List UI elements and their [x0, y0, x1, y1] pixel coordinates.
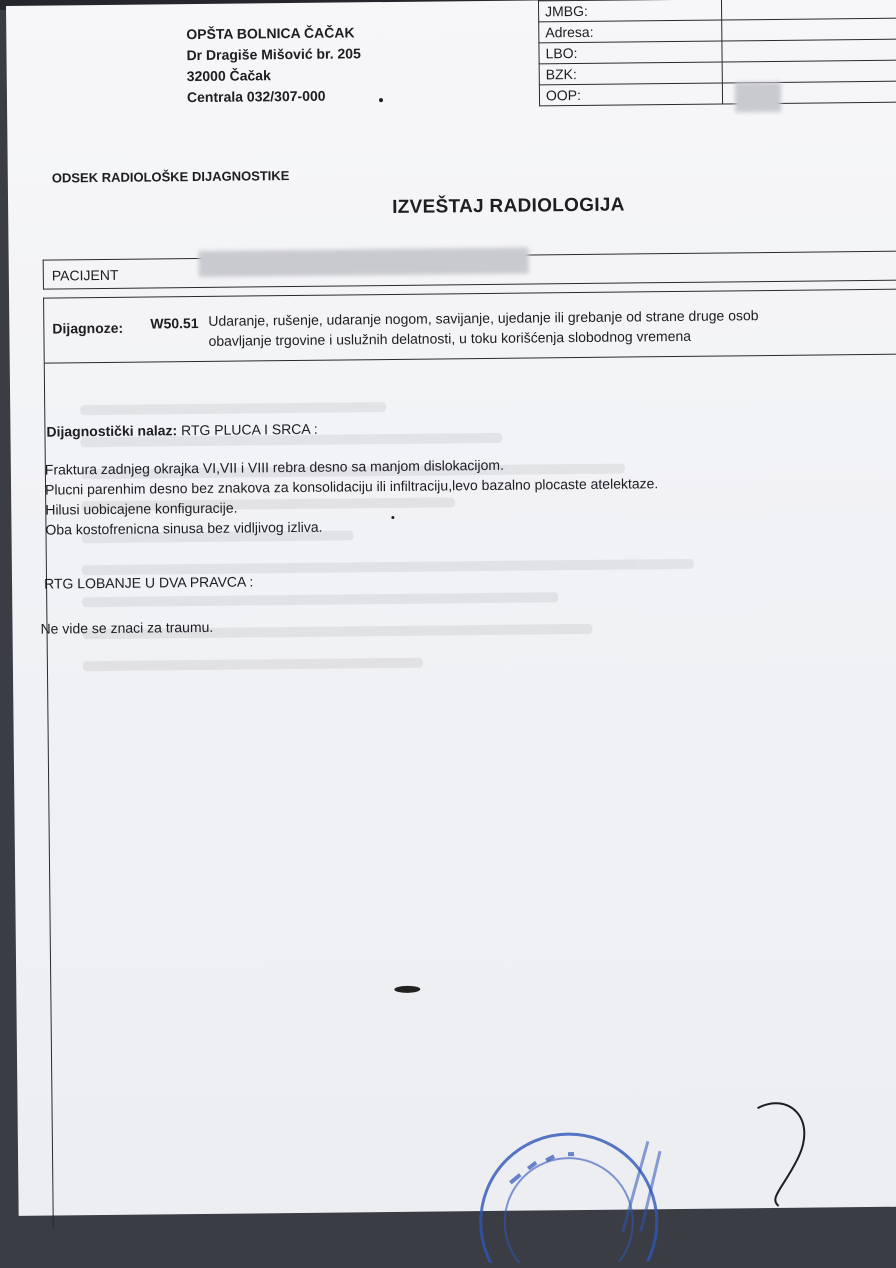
divider — [45, 353, 896, 363]
id-value-lbo — [722, 39, 896, 62]
ink-dot — [391, 516, 394, 519]
hospital-phone: Centrala 032/307-000 — [186, 87, 326, 106]
diagnosis-line: obavljanje trgovine i uslužnih delatnosti, u toku korišćenja slobodnog vremena — [208, 327, 692, 349]
id-label-bzk: BZK: — [539, 62, 722, 85]
ink-dot — [379, 98, 383, 102]
redacted-bzk-value — [735, 82, 781, 112]
hospital-header — [186, 22, 361, 108]
redacted-patient-name — [199, 248, 529, 277]
id-value-jmbg — [721, 0, 896, 20]
finding-label: Dijagnostički nalaz: — [46, 422, 178, 440]
finding-line: Hilusi uobicajene konfiguracije. — [45, 499, 238, 518]
hospital-city: 32000 Čačak — [186, 67, 271, 85]
finding-lines — [45, 453, 659, 539]
id-label-jmbg: JMBG: — [538, 0, 721, 22]
finding-exam: RTG PLUCA I SRCA : — [180, 420, 318, 439]
id-label-oop: OOP: — [539, 83, 722, 106]
diagnosis-text — [208, 305, 759, 351]
patient-label: PACIJENT — [51, 266, 119, 284]
id-label-address: Adresa: — [539, 20, 722, 43]
id-row — [539, 81, 896, 106]
finding-line: Fraktura zadnjeg okrajka VI,VII i VIII rebra desno sa manjom dislokacijom. — [44, 456, 505, 478]
hospital-name: OPŠTA BOLNICA ČAČAK — [186, 24, 355, 43]
report-sheet — [6, 0, 896, 1216]
department-name: ODSEK RADIOLOŠKE DIJAGNOSTIKE — [51, 168, 290, 186]
report-title: IZVEŠTAJ RADIOLOGIJA — [392, 194, 625, 218]
diagnosis-code: W50.51 — [150, 315, 199, 332]
diagnosis-line: Udaranje, rušenje, udaranje nogom, savijanje, ujedanje ili grebanje od strane druge osob — [208, 307, 759, 329]
second-exam-heading: RTG LOBANJE U DVA PRAVCA : — [43, 573, 254, 592]
second-exam-conclusion: Ne vide se znaci za traumu. — [40, 618, 214, 637]
id-label-lbo: LBO: — [539, 41, 722, 64]
official-stamp — [448, 1111, 670, 1263]
finding-line: Oba kostofrenicna sinusa bez vidljivog izliva. — [45, 518, 323, 538]
id-value-address — [722, 18, 896, 41]
patient-id-table — [538, 0, 896, 106]
id-value-bzk — [722, 60, 896, 83]
diagnosis-label: Dijagnoze: — [52, 319, 124, 337]
finding-line: Plucni parenhim desno bez znakova za konsolidaciju ili infiltraciju,levo bazalno plocaste atelektaze. — [44, 475, 659, 498]
signature — [747, 1097, 838, 1208]
hospital-address: Dr Dragiše Mišović br. 205 — [186, 45, 361, 64]
finding-heading — [46, 421, 317, 440]
